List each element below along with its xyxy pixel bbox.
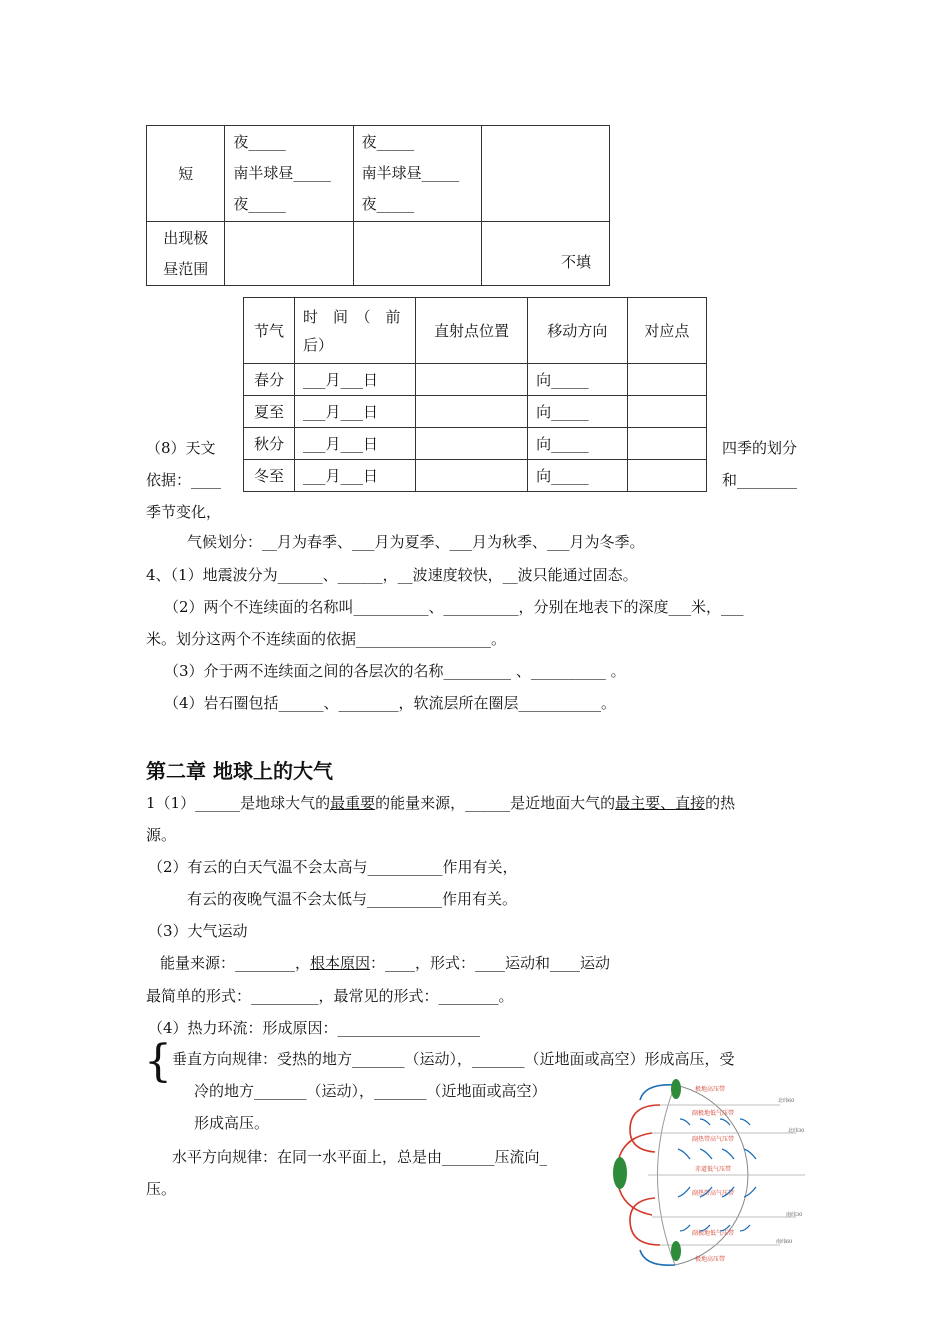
ch2-q4-title: （4）热力环流：形成原因：___________________ (148, 1019, 481, 1037)
header-direction: 移动方向 (528, 298, 628, 364)
row-short-label: 短 (147, 126, 225, 222)
header-term: 节气 (244, 298, 295, 364)
q4-line1: 4、（1）地震波分为______、______，__波速度较快，__波只能通过固态。 (146, 566, 638, 584)
latitude-label: 南纬60 (776, 1239, 793, 1245)
cell-short-col2 (225, 126, 353, 222)
cell-polar-col2 (225, 222, 353, 286)
underlined-text: 最主要、直接 (615, 794, 706, 812)
horizontal-rule-line1: 水平方向规律：在同一水平面上，总是由_______压流向_ (172, 1148, 548, 1166)
cell-polar-col3 (353, 222, 481, 286)
corresponding-cell (627, 396, 706, 428)
ch2-q3-line1 (160, 952, 610, 973)
belt-label: 赤道低气压带 (695, 1166, 732, 1173)
corresponding-cell (627, 364, 706, 396)
ch2-q1-line1 (146, 792, 735, 813)
corresponding-cell (627, 428, 706, 460)
latitude-label: 北纬60 (778, 1098, 795, 1104)
position-cell (415, 364, 527, 396)
belt-label: 副热带高气压带 (692, 1190, 735, 1197)
date-cell: ___月___日 (295, 364, 416, 396)
vertical-rule-line3: 形成高压。 (194, 1114, 270, 1132)
rising-air-south (671, 1241, 681, 1261)
term-cell: 冬至 (244, 460, 295, 492)
q4-line4: （3）介于两不连续面之间的各层次的名称_________ 、__________ 。 (164, 662, 626, 680)
position-cell (415, 396, 527, 428)
cell-line: 夜_____ (233, 133, 286, 151)
text-line: 四季的划分 (722, 439, 798, 457)
text-seg: ：____，形式：____运动和____运动 (370, 954, 611, 972)
text-seg: 的热 (705, 794, 736, 812)
text-seg: 能量来源：________， (160, 954, 311, 972)
cell-line: 出现极 (163, 228, 209, 247)
horizontal-rule-line2: 压。 (146, 1180, 177, 1198)
cell-polar-col4: 不填 (481, 222, 609, 286)
ch2-q2-line1: （2）有云的白天气温不会太高与__________作用有关， (148, 858, 518, 876)
vertical-rule-line1: 垂直方向规律：受热的地方_______（运动），_______（近地面或高空）形成高压，受 (172, 1050, 735, 1068)
position-cell (415, 428, 527, 460)
q4-line2: （2）两个不连续面的名称叫__________、__________，分别在地表下的深度___米，___ (164, 598, 744, 616)
position-cell (415, 460, 527, 492)
corresponding-cell (627, 460, 706, 492)
date-cell: ___月___日 (295, 428, 416, 460)
belt-label: 副热带高气压带 (692, 1136, 735, 1143)
text-line: 季节变化， (146, 503, 222, 521)
latitude-label: 南纬30 (786, 1212, 803, 1218)
belt-label: 极地高压带 (695, 1256, 726, 1263)
cell-line: 夜_____ (361, 195, 415, 213)
header-position: 直射点位置 (415, 298, 527, 364)
text-line: 依据：____ (146, 471, 222, 489)
underlined-text: 根本原因 (310, 954, 371, 972)
text-line: 和________ (722, 471, 798, 489)
term-cell: 春分 (244, 364, 295, 396)
header-corresponding: 对应点 (627, 298, 706, 364)
q4-line3: 米。划分这两个不连续面的依据__________________。 (146, 630, 507, 648)
direction-cell: 向_____ (528, 396, 628, 428)
table-solar-terms (243, 297, 707, 492)
cell-line: 南半球昼_____ (233, 164, 331, 182)
term-cell: 秋分 (244, 428, 295, 460)
date-cell: ___月___日 (295, 460, 416, 492)
rising-air-north (671, 1079, 681, 1099)
climate-division: 气候划分：__月为春季、___月为夏季、___月为秋季、___月为冬季。 (187, 533, 645, 551)
text-seg: 的能量来源，______是近地面大气的 (375, 794, 616, 812)
underlined-text: 最重要 (330, 794, 376, 812)
header-line: 时 间 （ 前 (303, 307, 401, 326)
pressure-belt-diagram (600, 1075, 810, 1275)
cell-line: 南半球昼_____ (361, 164, 460, 182)
latitude-label: 北纬30 (788, 1128, 805, 1134)
belt-label: 极地高压带 (695, 1086, 726, 1093)
section8-suffix (722, 432, 797, 496)
brace-icon: { (144, 1036, 172, 1087)
cell-line: 昼范围 (163, 259, 209, 278)
header-time (295, 298, 416, 364)
ch2-q2-line2: 有云的夜晚气温不会太低与__________作用有关。 (187, 890, 518, 908)
cell-line: 夜_____ (233, 195, 286, 213)
cell-short-col3 (353, 126, 481, 222)
text-line: （8）天文 (146, 439, 216, 457)
q4-line5: （4）岩石圈包括______、________，软流层所在圈层___________。 (164, 694, 617, 712)
belt-label: 副极地低气压带 (692, 1230, 735, 1237)
belt-label: 副极地低气压带 (692, 1110, 735, 1117)
vertical-rule-line2: 冷的地方_______（运动），_______（近地面或高空） (194, 1082, 547, 1100)
header-line: 后） (303, 335, 334, 354)
cell-short-col4 (481, 126, 609, 222)
ch2-q3-title: （3）大气运动 (148, 922, 248, 940)
term-cell: 夏至 (244, 396, 295, 428)
rising-air-equator (613, 1157, 627, 1189)
cell-line: 夜_____ (361, 133, 415, 151)
ch2-q3-line2: 最简单的形式：_________，最常见的形式：________。 (146, 987, 514, 1005)
text-seg: 1（1）______是地球大气的 (146, 794, 331, 812)
row-polar-label (147, 222, 225, 286)
date-cell: ___月___日 (295, 396, 416, 428)
chapter-title: 第二章 地球上的大气 (146, 759, 333, 783)
direction-cell: 向_____ (528, 460, 628, 492)
ch2-q1-line2: 源。 (146, 826, 177, 844)
direction-cell: 向_____ (528, 428, 628, 460)
table-daylength (146, 125, 610, 286)
section8-prefix (146, 432, 221, 528)
direction-cell: 向_____ (528, 364, 628, 396)
